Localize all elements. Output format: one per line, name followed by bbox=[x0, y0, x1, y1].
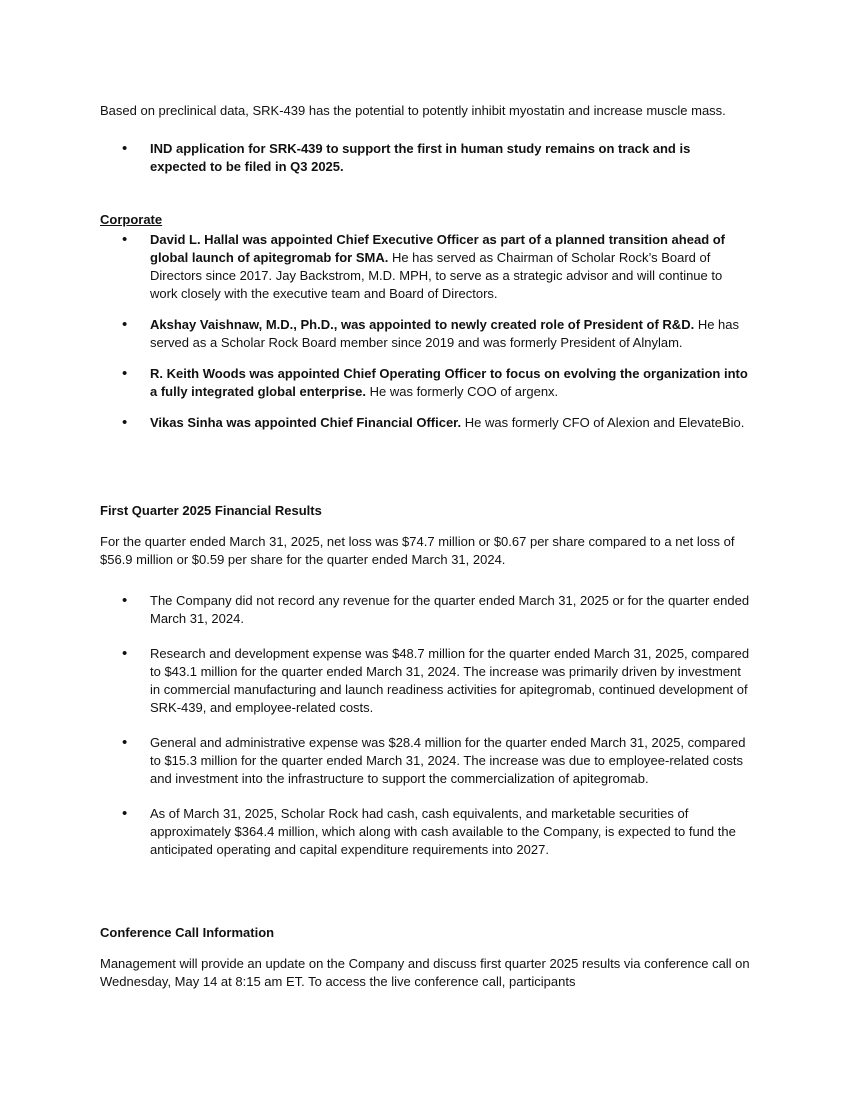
financials-bullet-list bbox=[100, 592, 750, 859]
list-item bbox=[100, 365, 750, 401]
list-item bbox=[100, 645, 750, 717]
financials-item-text: General and administrative expense was $28.4 million for the quarter ended March 31, 2025, compared to $15.3 million for the quarter ended March 31, 2024. The increase was due to employee-related costs and investment into the infrastructure to support the commercialization of apitegromab. bbox=[150, 735, 746, 786]
financials-heading: First Quarter 2025 Financial Results bbox=[100, 503, 322, 518]
corporate-item-bold: R. Keith Woods was appointed Chief Operating Officer to focus on evolving the organization into a fully integrated global enterprise. bbox=[150, 366, 748, 399]
list-item bbox=[100, 592, 750, 628]
financials-paragraph: For the quarter ended March 31, 2025, net loss was $74.7 million or $0.67 per share compared to a net loss of $56.9 million or $0.59 per share for the quarter ended March 31, 2024. bbox=[100, 534, 735, 567]
corporate-item-text: He has served as Chairman of Scholar Rock’s Board of Directors since 2017. Jay Backstrom, M.D. MPH, to serve as a strategic advisor and will continue to work closely with the executive team and Board of Directors. bbox=[150, 250, 723, 301]
financials-item-text: As of March 31, 2025, Scholar Rock had cash, cash equivalents, and marketable securities of approximately $364.4 million, which along with cash available to the Company, is expected to fund the anticipated operating and capital expenditure requirements into 2027. bbox=[150, 806, 736, 857]
conference-paragraph: Management will provide an update on the Company and discuss first quarter 2025 results via conference call on Wednesday, May 14 at 8:15 am ET. To access the live conference call, participants bbox=[100, 956, 750, 989]
intro-bullet-text: IND application for SRK-439 to support the first in human study remains on track and is expected to be filed in Q3 2025. bbox=[150, 141, 691, 174]
financials-item-text: Research and development expense was $48.7 million for the quarter ended March 31, 2025, compared to $43.1 million for the quarter ended March 31, 2024. The increase was primarily driven by investment in commercial manufacturing and launch readiness activities for apitegromab, continued development of SRK-439, and employee-related costs. bbox=[150, 646, 750, 715]
list-item bbox=[100, 316, 750, 352]
financials-item-text: The Company did not record any revenue for the quarter ended March 31, 2025 or for the quarter ended March 31, 2024. bbox=[150, 593, 750, 626]
corporate-item-text: He was formerly COO of argenx. bbox=[366, 384, 559, 399]
corporate-item-text: He has served as a Scholar Rock Board member since 2019 and was formerly President of Alnylam. bbox=[150, 317, 740, 350]
intro-paragraph: Based on preclinical data, SRK-439 has the potential to potently inhibit myostatin and increase muscle mass. bbox=[100, 103, 726, 118]
corporate-heading: Corporate bbox=[100, 212, 163, 227]
list-item bbox=[100, 414, 750, 432]
corporate-item-text: He was formerly CFO of Alexion and ElevateBio. bbox=[461, 415, 745, 430]
list-item bbox=[100, 140, 750, 176]
list-item bbox=[100, 805, 750, 859]
intro-bullet-list bbox=[100, 140, 750, 176]
conference-heading: Conference Call Information bbox=[100, 925, 275, 940]
corporate-item-bold: David L. Hallal was appointed Chief Executive Officer as part of a planned transition ahead of global launch of apitegromab for SMA. bbox=[150, 232, 726, 265]
list-item bbox=[100, 734, 750, 788]
corporate-bullet-list bbox=[100, 231, 750, 432]
corporate-item-bold: Vikas Sinha was appointed Chief Financial Officer. bbox=[150, 415, 462, 430]
corporate-item-bold: Akshay Vaishnaw, M.D., Ph.D., was appointed to newly created role of President of R&D. bbox=[150, 317, 695, 332]
list-item bbox=[100, 231, 750, 303]
